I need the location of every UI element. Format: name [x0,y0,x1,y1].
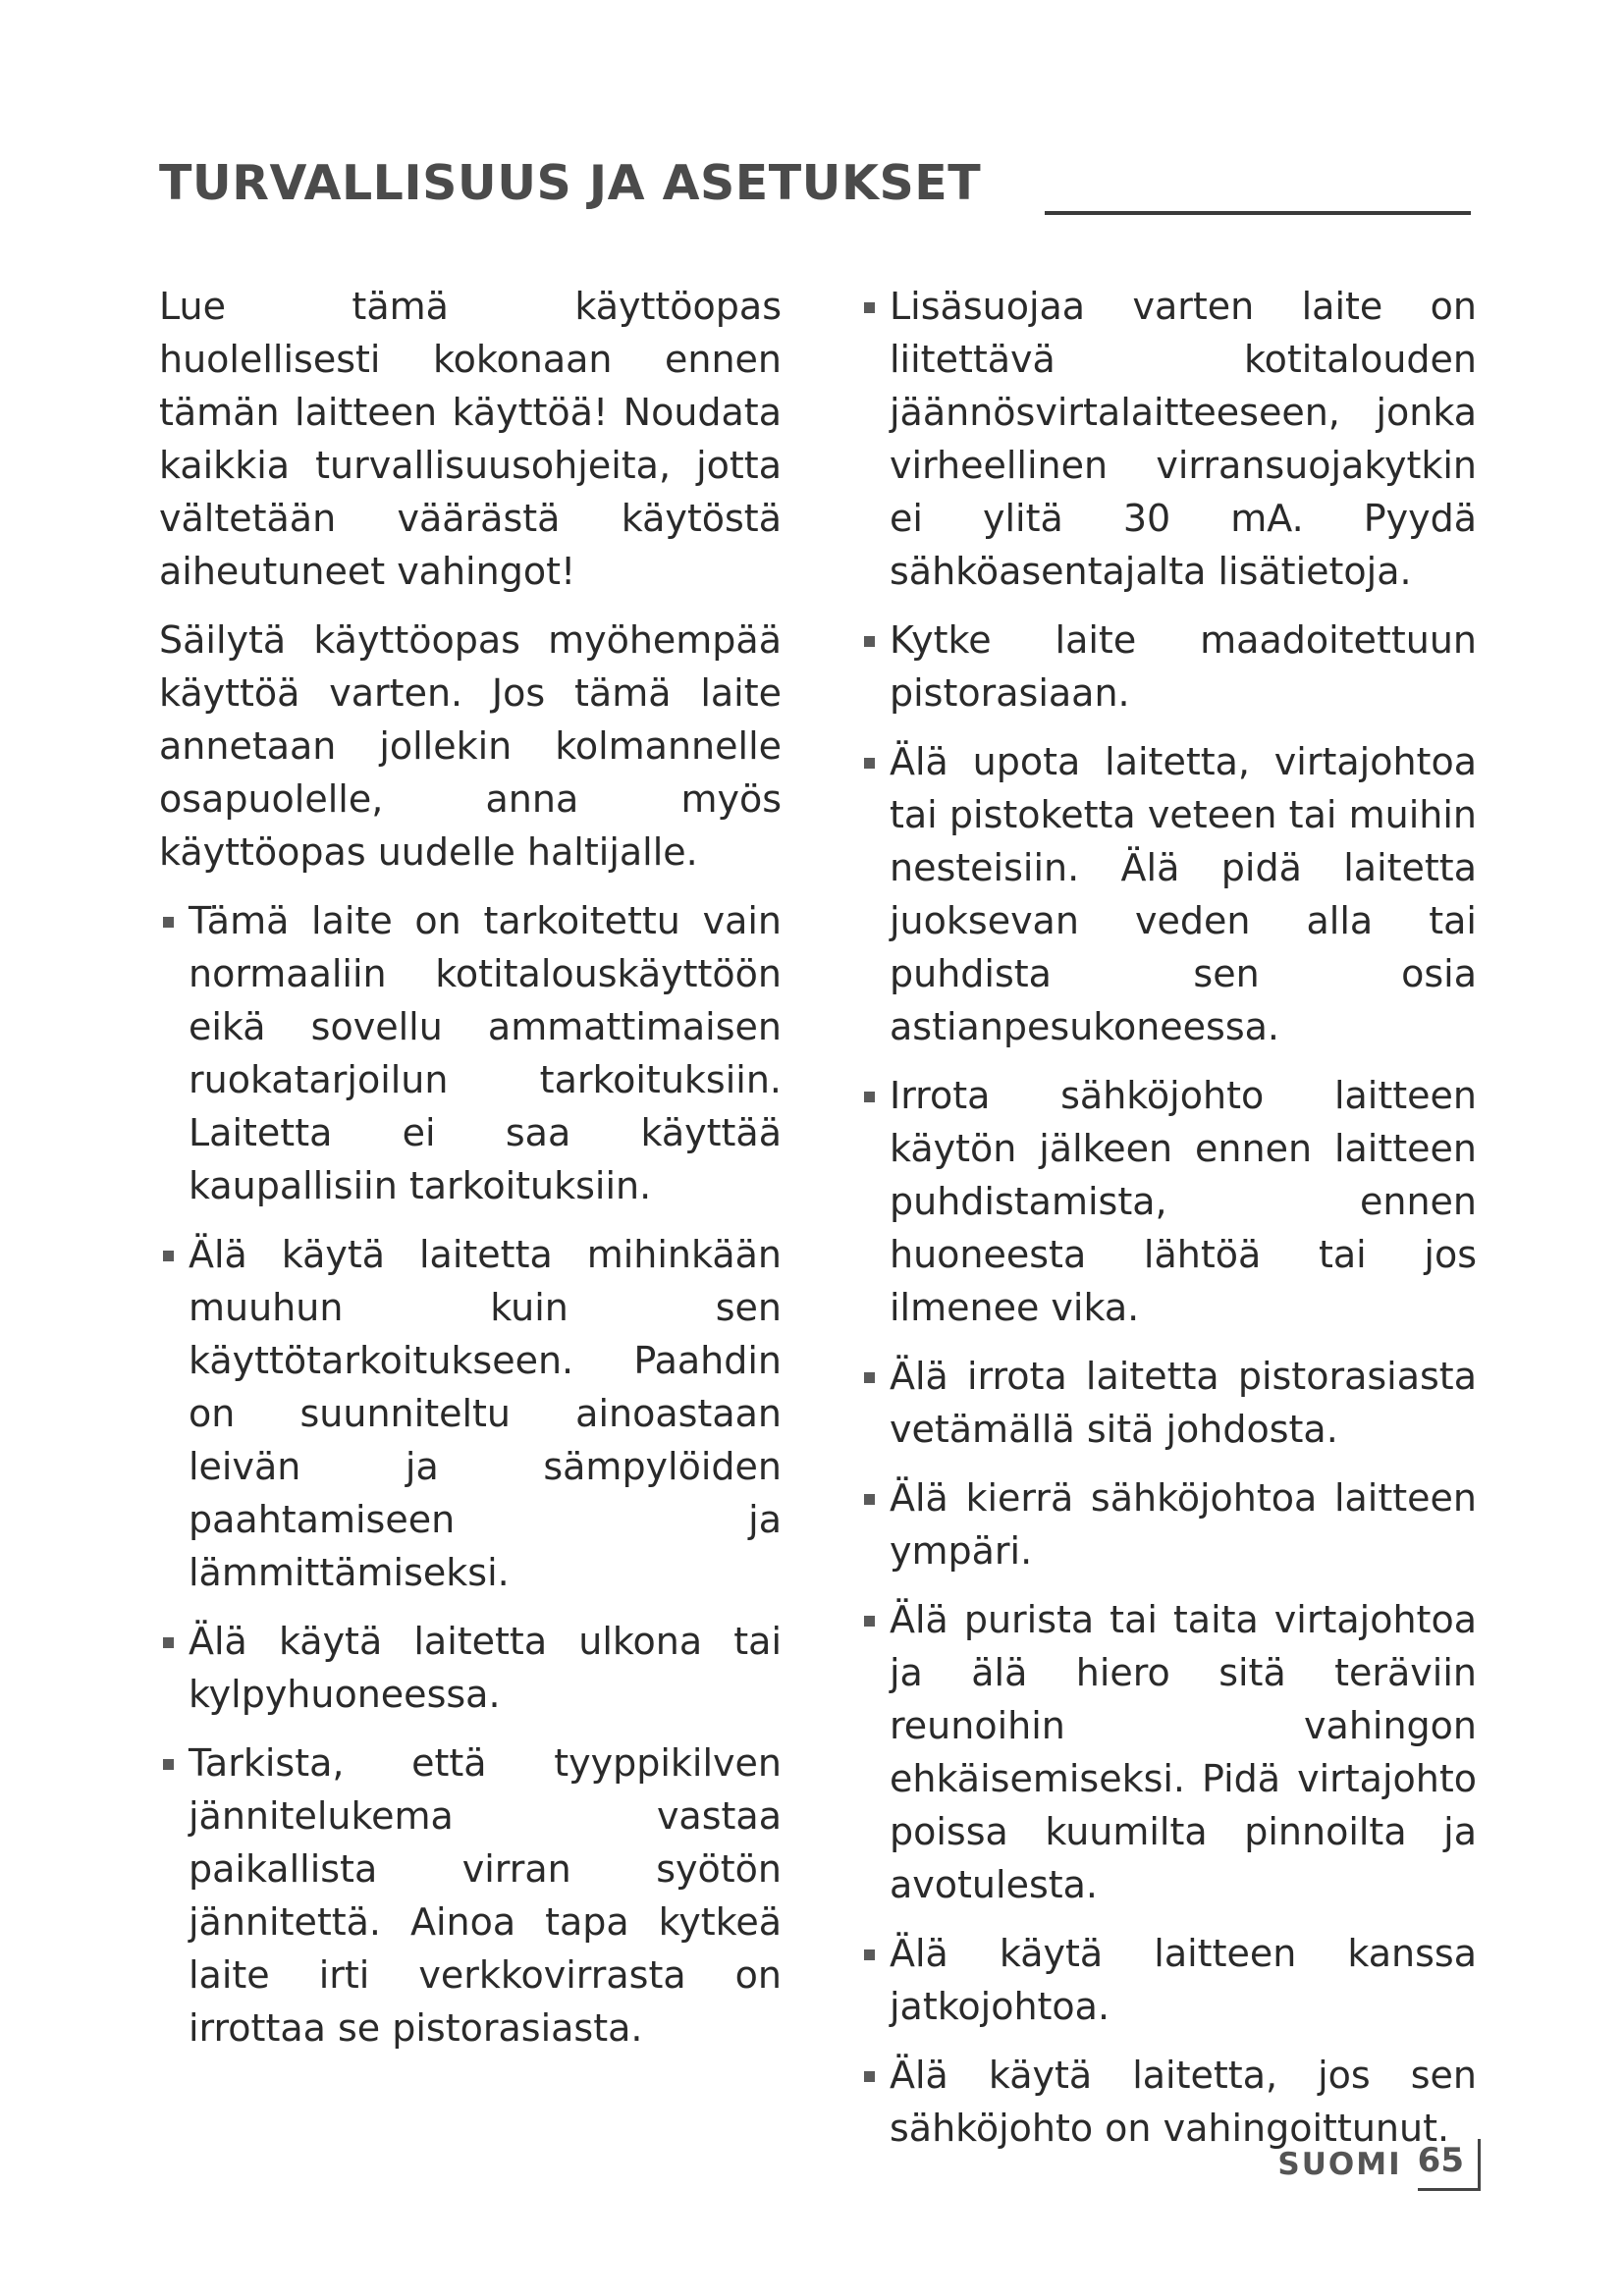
list-item-text: Kytke laite maadoitettuun pistorasiaan. [890,618,1477,715]
list-item-text: Älä upota laitetta, virtajohtoa tai pistoketta veteen tai muihin nesteisiin. Älä pidä laitetta juoksevan veden alla tai puhdista sen osia astianpesukoneessa. [890,740,1477,1048]
list-item [159,1736,782,2055]
square-bullet-icon [163,1759,174,1770]
left-bullet-list [159,894,782,2055]
page-title: TURVALLISUUS JA ASETUKSET [159,155,982,211]
list-item-text: Irrota sähköjohto laitteen käytön jälkeen ennen laitteen puhdistamista, ennen huoneesta lähtöä tai jos ilmenee vika. [890,1074,1477,1329]
square-bullet-icon [163,917,174,928]
list-item [159,894,782,1212]
footer-language-label: SUOMI [1277,2147,1402,2182]
square-bullet-icon [864,1949,875,1960]
list-item-text: Älä käytä laitetta, jos sen sähköjohto on vahingoittunut. [890,2054,1477,2150]
right-column [860,280,1477,2170]
square-bullet-icon [864,1494,875,1505]
list-item-text: Lisäsuojaa varten laite on liitettävä kotitalouden jäännösvirtalaitteeseen, jonka virheellinen virransuojakytkin ei ylitä 30 mA. Pyydä sähköasentajalta lisätietoja. [890,285,1477,593]
list-item [159,1615,782,1721]
list-item-text: Tarkista, että tyyppikilven jännitelukema vastaa paikallista virran syötön jännitettä. Ainoa tapa kytkeä laite irti verkkovirrasta on irrottaa se pistorasiasta. [189,1741,782,2050]
square-bullet-icon [163,1251,174,1261]
list-item [860,1593,1477,1911]
page-footer [1277,2130,1481,2199]
list-item-text: Älä käytä laitetta ulkona tai kylpyhuoneessa. [189,1620,782,1716]
list-item-text: Älä irrota laitetta pistorasiasta vetämällä sitä johdosta. [890,1355,1477,1451]
square-bullet-icon [864,1372,875,1383]
page-number: 65 [1418,2139,1481,2191]
list-item-text: Älä käytä laitetta mihinkään muuhun kuin sen käyttötarkoitukseen. Paahdin on suunniteltu ainoastaan leivän ja sämpylöiden paahtamiseen ja lämmittämiseksi. [189,1233,782,1594]
list-item [860,735,1477,1053]
intro-paragraph: Lue tämä käyttöopas huolellisesti kokonaan ennen tämän laitteen käyttöä! Noudata kaikkia turvallisuusohjeita, jotta vältetään väärästä käytöstä aiheutuneet vahingot! [159,285,782,593]
list-item [159,1228,782,1599]
list-item [860,280,1477,598]
title-underline-rule [1045,211,1471,215]
list-item [860,1927,1477,2033]
storage-paragraph: Säilytä käyttöopas myöhempää käyttöä varten. Jos tämä laite annetaan jollekin kolmannelle osapuolelle, anna myös käyttöopas uudelle haltijalle. [159,618,782,874]
left-column [159,280,782,2070]
list-item-text: Älä kierrä sähköjohtoa laitteen ympäri. [890,1476,1477,1573]
right-bullet-list [860,280,1477,2155]
list-item [860,614,1477,720]
list-item-text: Älä käytä laitteen kanssa jatkojohtoa. [890,1932,1477,2028]
square-bullet-icon [864,758,875,769]
page-header [159,149,1471,218]
list-item [860,1350,1477,1456]
square-bullet-icon [864,302,875,313]
square-bullet-icon [864,1092,875,1102]
list-item [860,1069,1477,1334]
list-item-text: Älä purista tai taita virtajohtoa ja älä hiero sitä teräviin reunoihin vahingon ehkäisemiseksi. Pidä virtajohto poissa kuumilta pinnoilta ja avotulesta. [890,1598,1477,1906]
list-item [860,1471,1477,1577]
square-bullet-icon [864,2071,875,2082]
square-bullet-icon [864,1616,875,1627]
square-bullet-icon [864,636,875,647]
list-item-text: Tämä laite on tarkoitettu vain normaaliin kotitalouskäyttöön eikä sovellu ammattimaisen ruokatarjoilun tarkoituksiin. Laitetta ei saa käyttää kaupallisiin tarkoituksiin. [189,899,782,1207]
square-bullet-icon [163,1637,174,1648]
